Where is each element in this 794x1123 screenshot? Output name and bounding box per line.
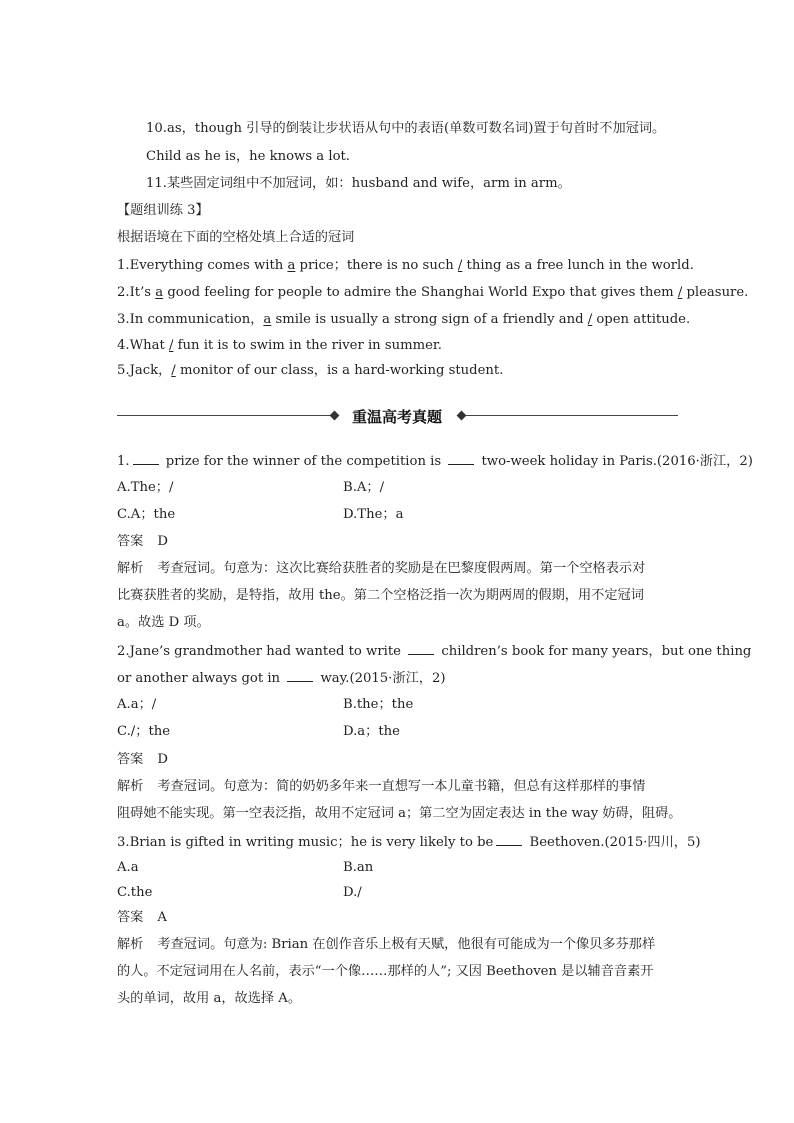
answer-blank[interactable] [408,642,434,655]
practice-item [117,362,503,380]
option-c[interactable]: C.the [117,885,153,900]
question-text: children’s book for many years，but one thing [437,644,752,659]
option-b[interactable]: B.A；/ [343,480,385,495]
analysis-text: 的人。不定冠词用在人名前，表示“一个像……那样的人”; 又因 Beethoven 是以辅音音素开 [117,964,654,979]
option-d[interactable]: D./ [343,885,362,900]
analysis-line [117,936,655,954]
item-text: open attitude. [592,312,691,327]
analysis-text: 考查冠词。句意为：简的奶奶多年来一直想写一本儿童书籍，但总有这样那样的事情 [157,779,646,794]
diamond-icon [330,411,340,421]
answer-line [117,909,167,927]
answer-label: 答案 [117,910,144,925]
question-text: Beethoven.(2015·四川，5) [525,835,701,850]
analysis-text: a。故选 D 项。 [117,615,210,630]
analysis-text: 阻碍她不能实现。第一空表泛指，故用不定冠词 a；第二空为固定表达 in the way 妨碍，阻碍。 [117,806,682,821]
answer-line [117,533,168,551]
rule-11: 11.某些固定词组中不加冠词，如：husband and wife，arm in arm。 [146,176,571,191]
answer-fill: a [155,285,164,300]
analysis-label: 解析 [117,937,144,952]
divider [117,415,330,416]
question-text: 1. [117,454,130,469]
option-a[interactable]: A.The；/ [117,480,174,495]
answer-label: 答案 [117,752,144,767]
item-text: monitor of our class，is a hard-working student. [175,363,504,378]
analysis-text: 考查冠词。句意为: Brian 在创作音乐上极有天赋，他很有可能成为一个像贝多芬那样 [157,937,656,952]
practice-item [117,257,694,275]
question-3 [117,833,701,852]
question-text: or another always got in [117,671,285,686]
section-title: 重温高考真题 [351,408,442,426]
answer-fill: a [287,258,296,273]
answer-fill: / [171,363,176,378]
option-d[interactable]: D.a；the [343,724,400,739]
item-text: price；there is no such [295,258,458,273]
section-banner [117,404,678,428]
question-2 [117,642,751,661]
option-a[interactable]: A.a [117,860,139,875]
item-text: 4.What [117,338,169,353]
answer-fill: / [587,312,593,327]
answer-blank[interactable] [448,452,474,465]
answer-fill: / [677,285,683,300]
practice-heading: 【题组训练 3】 [117,203,209,218]
answer-value: D [157,752,168,767]
analysis-line [117,560,645,578]
question-2-cont [117,669,445,688]
analysis-line [117,778,645,796]
analysis-label: 解析 [117,779,144,794]
answer-fill: / [168,338,174,353]
answer-fill: a [263,312,272,327]
rule-10: 10.as，though 引导的倒装让步状语从句中的表语(单数可数名词)置于句首时不加冠词。 [146,121,666,136]
question-text: two-week holiday in Paris.(2016·浙江，2) [477,454,753,469]
analysis-text: 头的单词，故用 a，故选择 A。 [117,991,302,1006]
answer-blank[interactable] [133,452,159,465]
option-a[interactable]: A.a；/ [117,697,157,712]
question-text: way.(2015·浙江，2) [316,671,446,686]
question-text: 2.Jane’s grandmother had wanted to write [117,644,406,659]
item-text: pleasure. [682,285,749,300]
analysis-label: 解析 [117,561,144,576]
answer-value: A [157,910,167,925]
answer-blank[interactable] [496,833,522,846]
answer-line [117,751,168,769]
item-text: smile is usually a strong sign of a friendly and [271,312,588,327]
item-text: good feeling for people to admire the Shanghai World Expo that gives them [163,285,678,300]
item-text: 5.Jack， [117,363,172,378]
practice-item [117,337,442,355]
option-b[interactable]: B.the；the [343,697,414,712]
answer-fill: / [457,258,463,273]
item-text: thing as a free lunch in the world. [462,258,694,273]
answer-value: D [157,534,168,549]
option-d[interactable]: D.The；a [343,507,404,522]
item-text: 3.In communication， [117,312,264,327]
option-c[interactable]: C.A；the [117,507,176,522]
question-text: 3.Brian is gifted in writing music；he is very likely to be [117,835,494,850]
item-text: 2.It’s [117,285,156,300]
divider [465,415,678,416]
item-text: fun it is to swim in the river in summer. [173,338,442,353]
analysis-text: 考查冠词。句意为：这次比赛给获胜者的奖励是在巴黎度假两周。第一个空格表示对 [157,561,646,576]
rule-10-example: Child as he is，he knows a lot. [146,149,351,164]
practice-instruction: 根据语境在下面的空格处填上合适的冠词 [117,230,355,245]
practice-item [117,311,690,329]
question-text: prize for the winner of the competition is [161,454,446,469]
option-c[interactable]: C./；the [117,724,171,739]
answer-blank[interactable] [287,669,313,682]
practice-item [117,284,748,302]
option-b[interactable]: B.an [343,860,374,875]
answer-label: 答案 [117,534,144,549]
analysis-text: 比赛获胜者的奖励，是特指，故用 the。第二个空格泛指一次为期两周的假期，用不定冠词 [117,588,644,603]
item-text: 1.Everything comes with [117,258,288,273]
question-1 [117,452,753,471]
